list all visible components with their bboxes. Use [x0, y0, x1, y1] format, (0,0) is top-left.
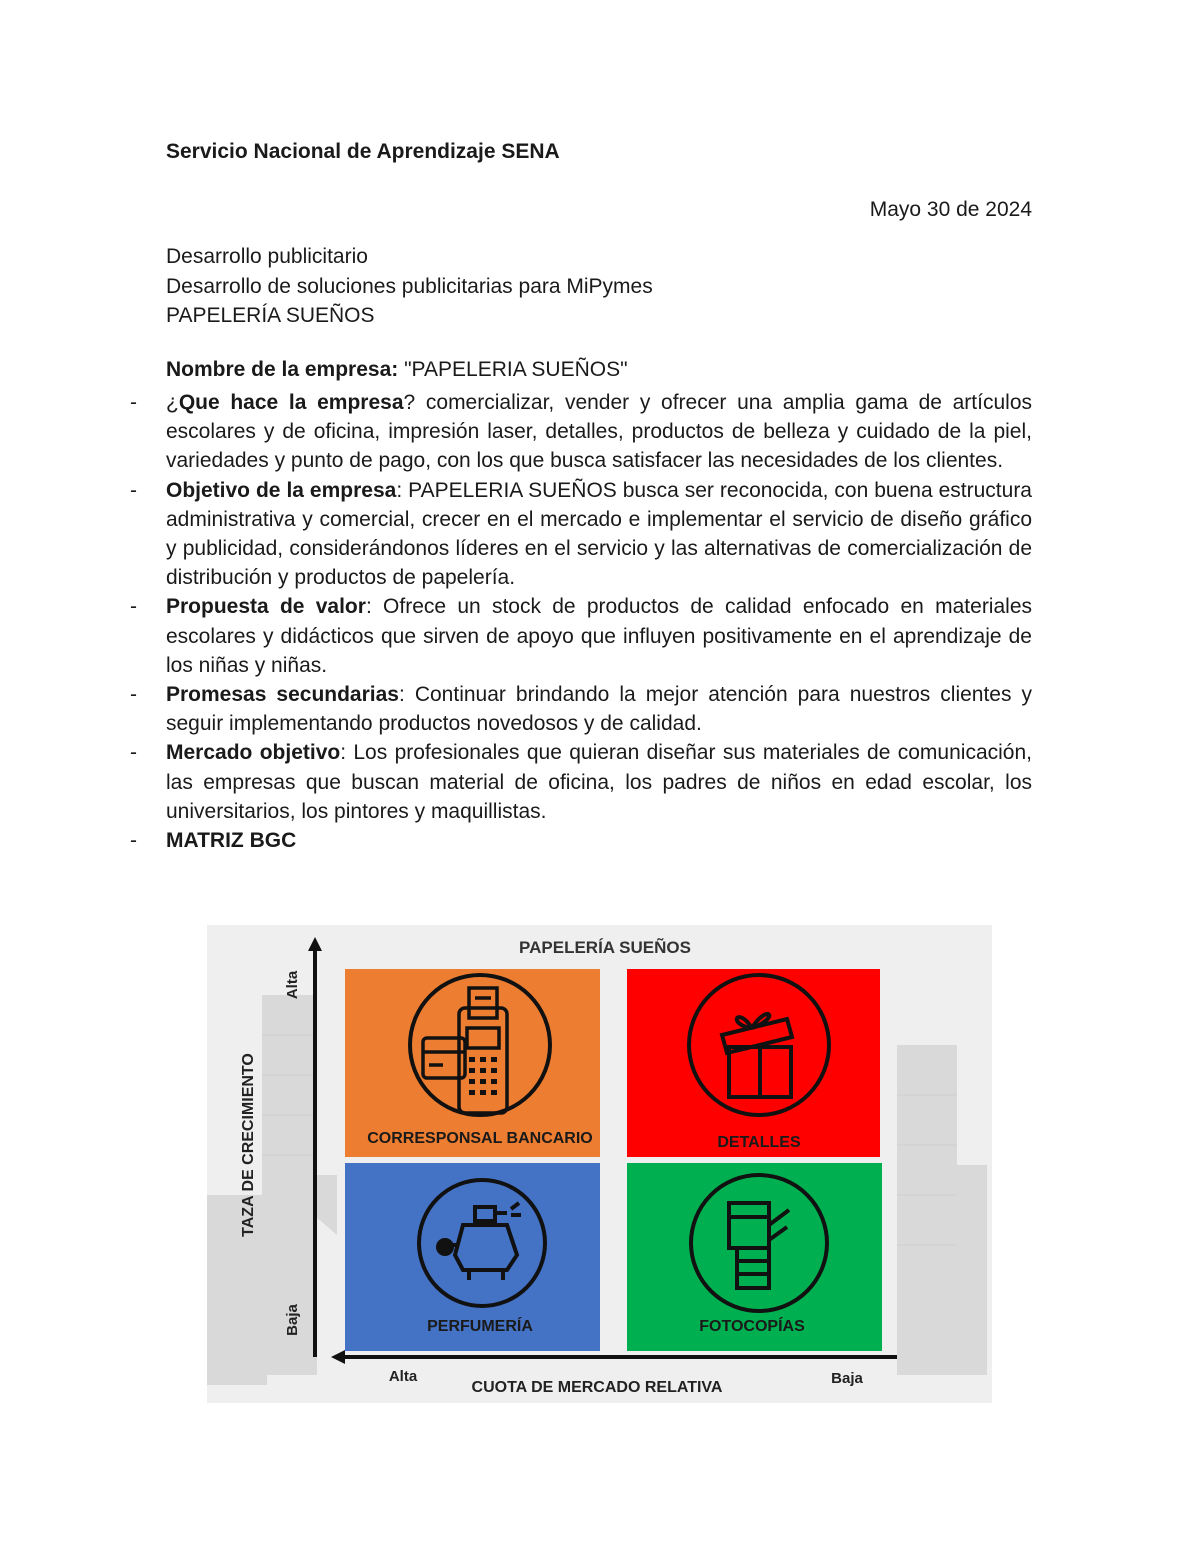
item-heading: Que hace la empresa [178, 391, 404, 414]
matrix-title: PAPELERÍA SUEÑOS [519, 938, 691, 957]
quadrant-label-fotocopias: FOTOCOPÍAS [699, 1318, 805, 1335]
x-axis-label: CUOTA DE MERCADO RELATIVA [471, 1379, 723, 1396]
subject-line: Desarrollo de soluciones publicitarias para MiPymes [166, 274, 653, 298]
company-name-label: Nombre de la empresa: [166, 358, 399, 381]
list-dash: - [130, 391, 137, 414]
quadrant-corresponsal-bancario [345, 969, 600, 1157]
document-date: Mayo 30 de 2024 [869, 198, 1032, 221]
list-dash: - [130, 478, 137, 502]
item-prefix: ¿ [166, 391, 179, 414]
item-heading: Objetivo de la empresa [166, 478, 397, 502]
company-name-value: "PAPELERIA SUEÑOS" [398, 358, 628, 381]
bcg-matrix [207, 925, 992, 1403]
subject-line: PAPELERÍA SUEÑOS [166, 304, 375, 327]
list-item [130, 592, 1032, 680]
item-heading: Mercado objetivo [166, 741, 341, 765]
list-item [130, 388, 1032, 476]
y-axis-label: TAZA DE CRECIMIENTO [240, 1053, 257, 1237]
quadrant-label-perfumeria: PERFUMERÍA [427, 1318, 533, 1335]
list-dash: - [130, 595, 137, 619]
item-text: ? comercializar, vender y ofrecer una amplia gama de artículos escolares y de oficina, impresión laser, detalles, productos de belleza y cuidado de la piel, variedades y punto de pago, con los que busca satisfacer las necesidades de los clientes. [166, 391, 1032, 473]
x-axis-high-label: Alta [388, 1368, 418, 1385]
list-item [130, 680, 1032, 738]
subject-line: Desarrollo publicitario [166, 245, 368, 268]
quadrant-label-corresponsal: CORRESPONSAL BANCARIO [367, 1130, 593, 1147]
quadrant-label-detalles: DETALLES [717, 1134, 801, 1151]
item-heading: Promesas secundarias [166, 683, 399, 707]
list-item [130, 738, 1032, 826]
item-text: : Ofrece un stock de productos de calidad enfocado en materiales escolares y didácticos que sirven de apoyo que influyen positivamente en el aprendizaje de los niñas y niñas. [166, 595, 1032, 677]
list-item [130, 476, 1032, 593]
y-axis-high-label: Alta [284, 970, 301, 1000]
item-text: : Los profesionales que quieran diseñar sus materiales de comunicación, las empresas que buscan material de oficina, los padres de niños en edad escolar, los universitarios, los pintores y maquillistas. [166, 741, 1032, 823]
item-heading: Propuesta de valor [166, 595, 366, 619]
list-dash: - [130, 683, 137, 707]
quadrant-detalles [627, 969, 880, 1157]
item-text: : Continuar brindando la mejor atención para nuestros clientes y seguir implementando productos novedosos y de calidad. [166, 683, 1032, 736]
item-text: : PAPELERIA SUEÑOS busca ser reconocida, con buena estructura administrativa y comercial, crecer en el mercado e implementar el servicio de diseño gráfico y publicidad, considerándonos líderes en el servicio y las alternativas de comercialización de distribución y productos de papelería. [166, 478, 1032, 590]
bcg-matrix-figure [207, 925, 992, 1403]
subject-block [166, 242, 653, 331]
y-axis-low-label: Baja [284, 1304, 301, 1336]
list-item [130, 826, 1032, 855]
list-dash: - [130, 741, 137, 765]
company-name-line [166, 358, 628, 382]
item-heading: MATRIZ BGC [166, 829, 297, 853]
x-axis-low-label: Baja [831, 1370, 863, 1387]
list-dash: - [130, 829, 137, 853]
company-details-list [130, 388, 1032, 855]
institution-title: Servicio Nacional de Aprendizaje SENA [166, 140, 560, 163]
